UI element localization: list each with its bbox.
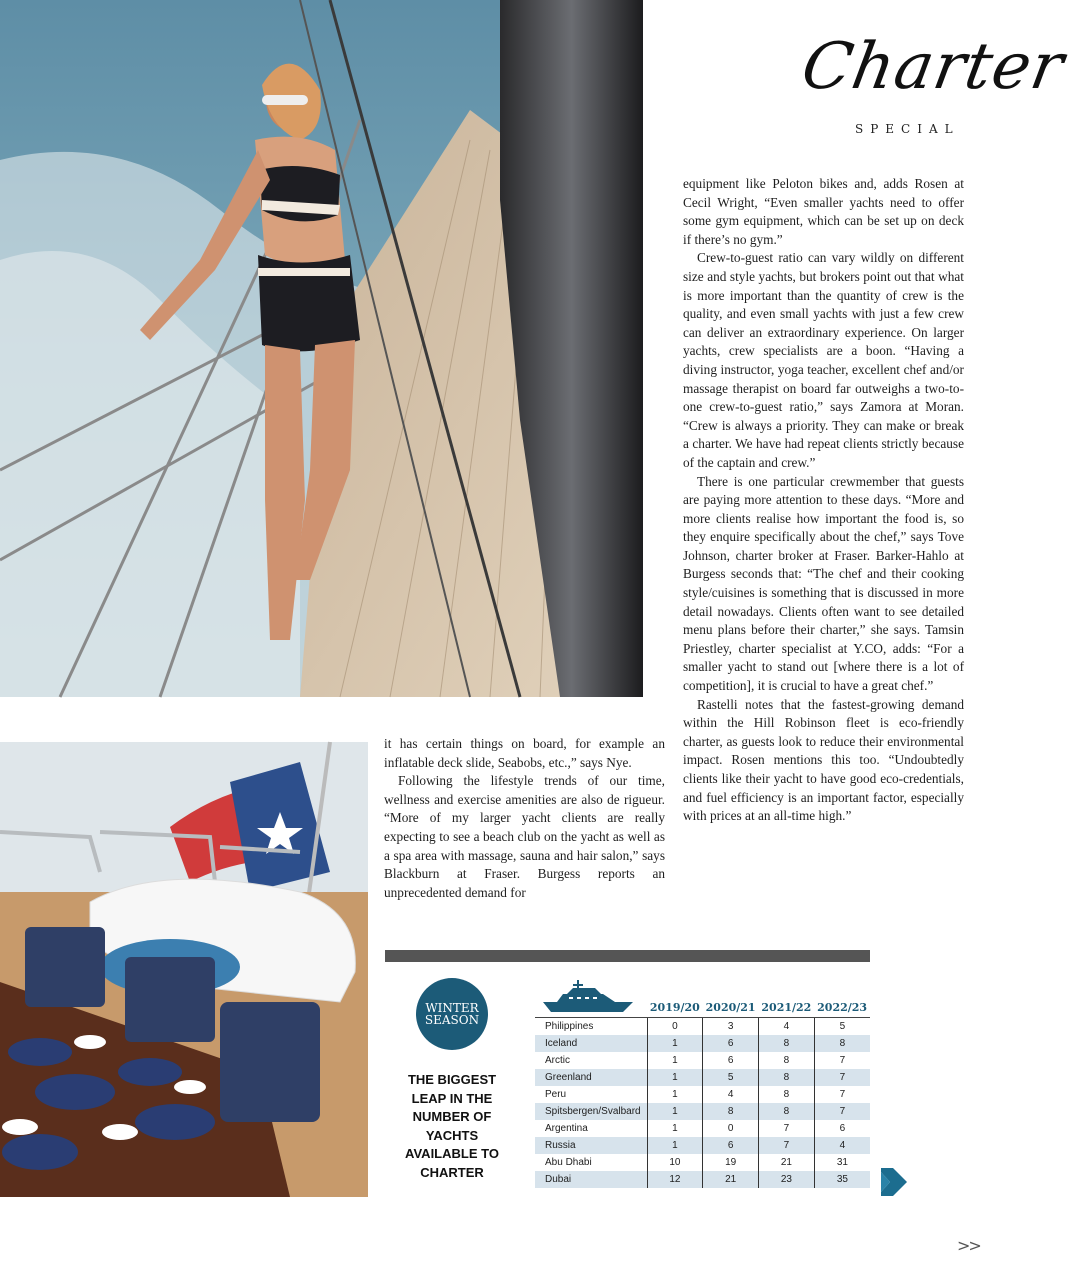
table-cell: 7 <box>814 1103 870 1120</box>
article-paragraph: Following the lifestyle trends of our time, wellness and exercise amenities are also de rigueur. “More of my larger yacht clients are really expecting to see a beach club on the yacht as well as a spa area with massage, sauna and hair salon,” says Blackburn at Fraser. Burgess reports an unprecedented demand for <box>384 773 665 900</box>
table-header-cell: 2021/22 <box>759 997 815 1018</box>
article-paragraph: There is one particular crewmember that guests are paying more attention to these days. “More and more clients realise how important the food is, so they enquire specifically about the chef,” says Tove Johnson, charter broker at Fraser. Barker-Hahlo at Burgess seconds that: “The chef and their cooking style/cuisines is something that is discussed in more detail nowadays. Clients often want to see detailed menu plans before their charter,” she says. Tamsin Priestley, charter specialist at Y.CO, adds: “For a smaller yacht to stand out [where there is a lot of competition], it is crucial to have a great chef.” <box>683 473 964 694</box>
winter-season-badge <box>416 978 488 1050</box>
table-cell: 6 <box>703 1137 759 1154</box>
table-cell: 8 <box>703 1103 759 1120</box>
destination-name: Iceland <box>535 1035 647 1052</box>
article-paragraph: Crew-to-guest ratio can vary wildly on different size and style yachts, but brokers point out that what is more important than the quantity of crew is the quality, and even small yachts with just a few crew can deliver an extraordinary experience. On larger yachts, crew specialists are a boon. “Having a diving instructor, yoga teacher, excellent chef and/or massage therapist on board far outweighs a two-to-one crew-to-guest ratio,” says Zamora at Moran. “Crew is always a priority. They can make or break a charter. We have had repeat clients strictly because of the captain and crew.” <box>683 250 964 470</box>
table-cell: 8 <box>814 1035 870 1052</box>
destination-name: Argentina <box>545 1123 588 1134</box>
article-paragraph: equipment like Peloton bikes and, adds Rosen at Cecil Wright, “Even smaller yachts need to offer some gym equipment, which can be set up on deck if there’s no gym.” <box>683 176 964 247</box>
destination-name: Abu Dhabi <box>545 1157 592 1168</box>
table-header-cell: 2020/21 <box>703 997 759 1018</box>
table-cell: 1 <box>647 1137 703 1154</box>
destination-name: Dubai <box>535 1171 647 1188</box>
table-row <box>535 1018 870 1036</box>
table-cell: 1 <box>647 1086 703 1103</box>
arrow-right-icon[interactable] <box>881 1162 907 1202</box>
table-cell: 4 <box>703 1086 759 1103</box>
section-divider <box>385 950 870 962</box>
table-cell: 7 <box>759 1120 815 1137</box>
table-cell: 1 <box>647 1120 703 1137</box>
table-cell: 7 <box>759 1137 815 1154</box>
table-cell: 1 <box>647 1103 703 1120</box>
table-cell: 0 <box>647 1018 703 1036</box>
table-row <box>535 1035 870 1052</box>
table-cell: 5 <box>703 1069 759 1086</box>
charter-yachts-table <box>535 997 870 1188</box>
table-row <box>535 1120 870 1137</box>
table-cell: 8 <box>759 1052 815 1069</box>
table-cell: 8 <box>759 1103 815 1120</box>
destination-name: Peru <box>545 1089 567 1100</box>
table-row <box>535 1171 870 1188</box>
table-cell: 10 <box>647 1154 703 1171</box>
table-cell: 8 <box>759 1035 815 1052</box>
table-row <box>535 1137 870 1154</box>
table-cell: 4 <box>759 1018 815 1036</box>
badge-line: SEASON <box>424 1013 480 1027</box>
table-header-row <box>535 997 870 1018</box>
table-row <box>535 1103 870 1120</box>
table-cell: 1 <box>647 1069 703 1086</box>
destination-name: Arctic <box>545 1055 570 1066</box>
yacht-deck-photo <box>0 0 643 697</box>
destination-name: Spitsbergen/Svalbard <box>535 1103 647 1120</box>
table-cell: 8 <box>759 1069 815 1086</box>
destination-name: Greenland <box>535 1069 647 1086</box>
table-header-cell: 2022/23 <box>814 997 870 1018</box>
table-cell: 19 <box>703 1154 759 1171</box>
article-left-column <box>384 735 665 902</box>
table-cell: 5 <box>814 1018 870 1036</box>
biggest-leap-caption: THE BIGGEST LEAP IN THE NUMBER OF YACHTS AVAILABLE TO CHARTER <box>405 1072 499 1180</box>
table-cell: 4 <box>814 1137 870 1154</box>
table-row <box>535 1052 870 1069</box>
photo-yacht-dining-deck <box>0 742 368 1197</box>
table-cell: 3 <box>703 1018 759 1036</box>
table-cell: 0 <box>703 1120 759 1137</box>
table-cell: 21 <box>759 1154 815 1171</box>
article-right-column <box>683 175 964 826</box>
table-cell: 1 <box>647 1035 703 1052</box>
photo-woman-on-yacht-deck <box>0 0 643 697</box>
section-brand <box>795 30 1070 150</box>
destination-name: Philippines <box>545 1021 594 1032</box>
badge-line: WINTER <box>425 1001 479 1015</box>
table-cell: 12 <box>647 1171 703 1188</box>
table-row <box>535 1086 870 1103</box>
table-cell: 35 <box>814 1171 870 1188</box>
table-cell: 7 <box>814 1086 870 1103</box>
article-paragraph: Rastelli notes that the fastest-growing demand within the Hill Robinson fleet is eco-friendly charter, as guests look to reduce their environmental impact. Rosen mentions this too. “Undoubtedly clients like their yacht to have good eco-credentials, and fuel efficiency is an important factor, especially with prices at an all-time high.” <box>683 696 964 824</box>
table-cell: 7 <box>814 1069 870 1086</box>
brand-special-subtitle: SPECIAL <box>855 122 960 136</box>
table-cell: 1 <box>647 1052 703 1069</box>
table-row <box>535 1154 870 1171</box>
table-cell: 6 <box>814 1120 870 1137</box>
table-cell: 6 <box>703 1052 759 1069</box>
destination-name: Russia <box>535 1137 647 1154</box>
table-cell: 6 <box>703 1035 759 1052</box>
table-cell: 23 <box>759 1171 815 1188</box>
table-row <box>535 1069 870 1086</box>
table-cell: 21 <box>703 1171 759 1188</box>
table-cell: 31 <box>814 1154 870 1171</box>
next-page-icon[interactable]: >> <box>957 1236 980 1255</box>
table-header-cell: 2019/20 <box>647 997 703 1018</box>
table-header-blank <box>535 997 647 1018</box>
article-paragraph: it has certain things on board, for example an inflatable deck slide, Seabobs, etc.,” says Nye. <box>384 736 665 770</box>
table-cell: 8 <box>759 1086 815 1103</box>
brand-script-title: Charter <box>796 30 1070 104</box>
table-cell: 7 <box>814 1052 870 1069</box>
yacht-dining-photo <box>0 742 368 1197</box>
